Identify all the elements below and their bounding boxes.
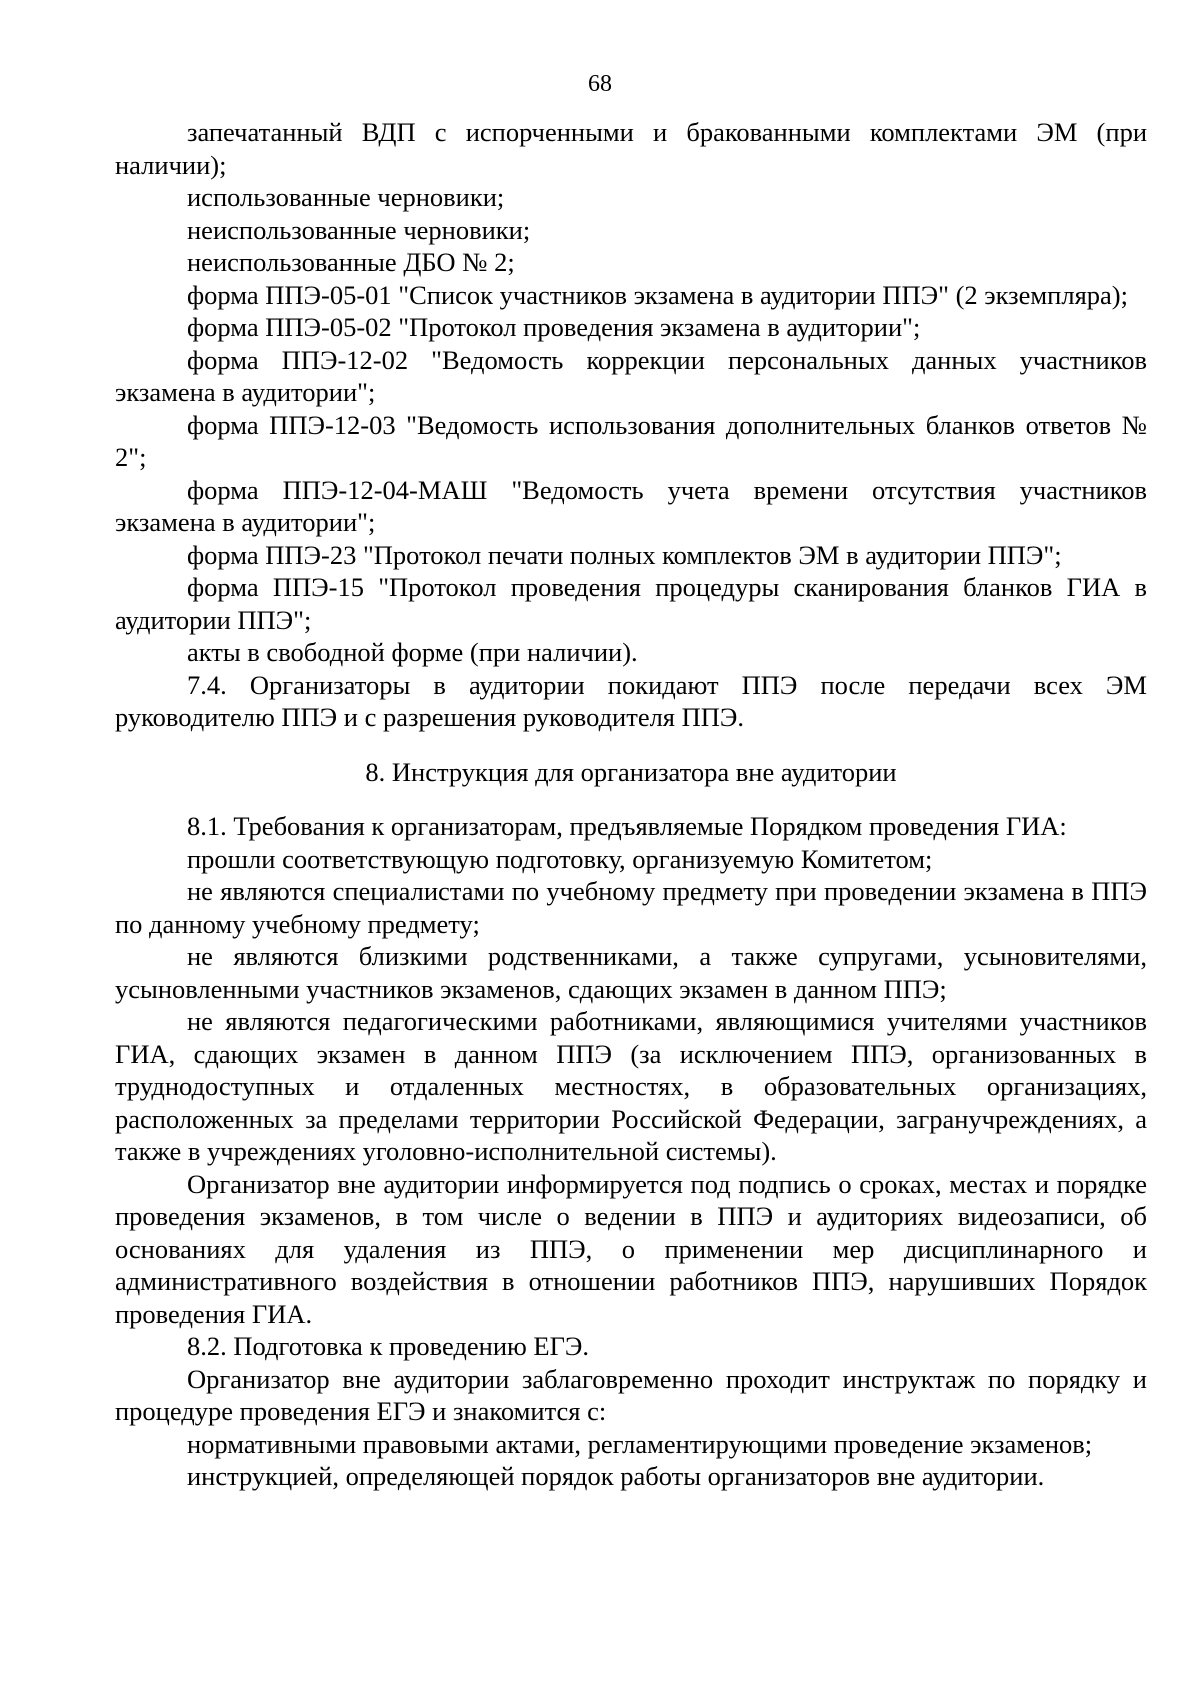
list-item: не являются педагогическими работниками, являющимися учителями участников ГИА, сдающих экзамен в данном ППЭ (за исключением ППЭ, организованных в труднодоступных и отдаленных местностях, в образовательных организациях, расположенных за пределами территории Российской Федерации, загранучреждениях, а также в учреждениях уголовно-исполнительной системы).: [115, 1006, 1147, 1166]
list-item: акты в свободной форме (при наличии).: [187, 637, 638, 667]
list-item: запечатанный ВДП с испорченными и бракованными комплектами ЭМ (при наличии);: [115, 117, 1147, 180]
paragraph: Организатор вне аудитории заблаговременно проходит инструктаж по порядку и процедуре проведения ЕГЭ и знакомится с:: [115, 1363, 1147, 1426]
list-item: форма ППЭ-05-02 "Протокол проведения экзамена в аудитории";: [187, 312, 921, 342]
list-item: форма ППЭ-12-03 "Ведомость использования дополнительных бланков ответов № 2";: [115, 409, 1147, 472]
page-number: 68: [588, 71, 612, 97]
list-item: прошли соответствующую подготовку, организуемую Комитетом;: [187, 843, 933, 874]
paragraph: Организатор вне аудитории информируется под подпись о сроках, местах и порядке проведения экзаменов, в том числе о ведении в ППЭ и аудиториях видеозаписи, об основаниях для удаления из ППЭ, о применении мер дисциплинарного и административного воздействия в отношении работников ППЭ, нарушивших Порядок проведения ГИА.: [115, 1168, 1147, 1329]
list-item: форма ППЭ-05-01 "Список участников экзамена в аудитории ППЭ" (2 экземпляра);: [187, 279, 1128, 310]
paragraph: 8.2. Подготовка к проведению ЕГЭ.: [187, 1331, 590, 1361]
list-item: неиспользованные ДБО № 2;: [187, 247, 515, 277]
document-body: [115, 116, 1147, 1493]
list-item: не являются близкими родственниками, а также супругами, усыновителями, усыновленными участников экзаменов, сдающих экзамен в данном ППЭ;: [115, 941, 1147, 1004]
section-heading: 8. Инструкция для организатора вне аудитории: [365, 756, 897, 787]
list-item: нормативными правовыми актами, регламентирующими проведение экзаменов;: [187, 1428, 1093, 1459]
list-item: форма ППЭ-12-02 "Ведомость коррекции персональных данных участников экзамена в аудитории";: [115, 344, 1147, 407]
list-item: не являются специалистами по учебному предмету при проведении экзамена в ППЭ по данному учебному предмету;: [115, 876, 1147, 939]
list-item: неиспользованные черновики;: [187, 214, 531, 245]
list-item: инструкцией, определяющей порядок работы организаторов вне аудитории.: [187, 1461, 1045, 1491]
paragraph: 7.4. Организаторы в аудитории покидают ППЭ после передачи всех ЭМ руководителю ППЭ и с разрешения руководителя ППЭ.: [115, 669, 1147, 732]
list-item: использованные черновики;: [187, 182, 505, 212]
paragraph: 8.1. Требования к организаторам, предъявляемые Порядком проведения ГИА:: [187, 811, 1067, 841]
list-item: форма ППЭ-12-04-МАШ "Ведомость учета времени отсутствия участников экзамена в аудитории";: [115, 474, 1147, 537]
list-item: форма ППЭ-23 "Протокол печати полных комплектов ЭМ в аудитории ППЭ";: [187, 539, 1062, 570]
list-item: форма ППЭ-15 "Протокол проведения процедуры сканирования бланков ГИА в аудитории ППЭ";: [115, 572, 1147, 635]
